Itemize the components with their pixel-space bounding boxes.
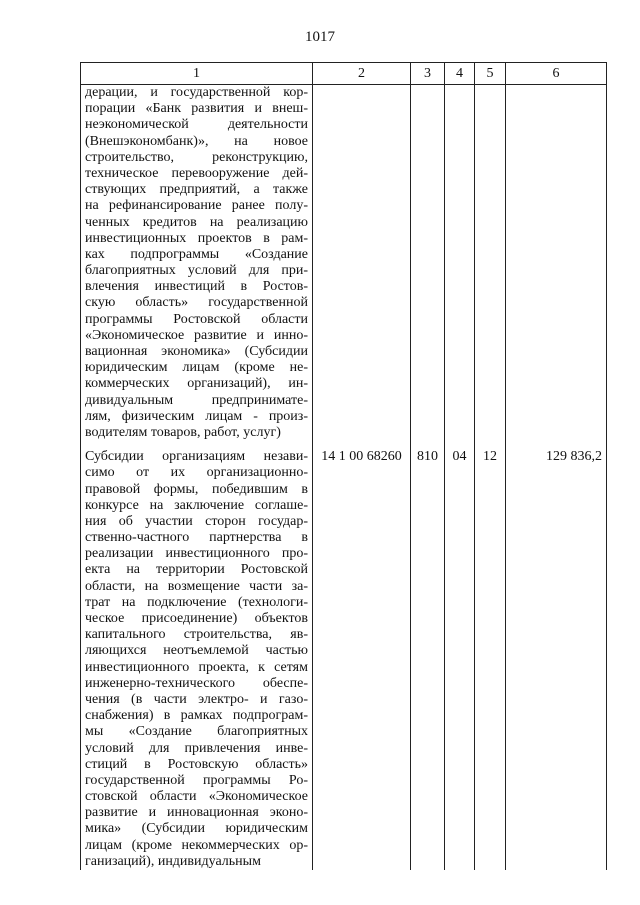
description-line: «Экономическое развитие и инно-: [85, 327, 308, 343]
description-line: инвестиционных проектов в рам-: [85, 230, 308, 246]
description-line: коммерческих организаций), ин-: [85, 376, 308, 392]
description-line: трат на подключение (технологи-: [85, 594, 308, 610]
description-line: развитие и инновационная эконо-: [85, 805, 308, 821]
description-line: снабжения) в рамках подпрограм-: [85, 708, 308, 724]
subsection-cell: 12: [475, 441, 506, 870]
expense-type-cell: [411, 85, 445, 442]
description-line: юридическим лицам (кроме не-: [85, 360, 308, 376]
description-line: стовской области «Экономическое: [85, 789, 308, 805]
subsection-cell: [475, 85, 506, 442]
column-header: 1: [81, 63, 313, 85]
description-line: программы Ростовской области: [85, 311, 308, 327]
description-line: симо от их организационно-: [85, 465, 308, 481]
amount-cell: [506, 85, 607, 442]
column-header: 3: [411, 63, 445, 85]
description-line: капитального строительства, яв-: [85, 627, 308, 643]
description-line: Субсидии организациям незави-: [85, 449, 308, 465]
description-line: ляющихся неотъемлемой частью: [85, 643, 308, 659]
section-cell: 04: [445, 441, 475, 870]
description-line: техническое перевооружение дей-: [85, 165, 308, 181]
description-line: ческое присоединение) объектов: [85, 611, 308, 626]
description-line: порации «Банк развития и внеш-: [85, 101, 308, 117]
description-cell: [81, 85, 313, 442]
table-row: [81, 441, 607, 870]
description-line: водителям товаров, работ, услуг): [85, 424, 281, 440]
description-line: влечения инвестиций в Ростов-: [85, 279, 308, 295]
description-line: строительство, реконструкцию,: [85, 149, 308, 165]
description-line: вационная экономика» (Субсидии: [85, 344, 308, 359]
description-line: чения (в части электро- и газо-: [85, 691, 308, 707]
description-line: ганизаций), индивидуальным: [85, 853, 261, 869]
budget-table: [80, 62, 607, 870]
page-number: 1017: [305, 29, 335, 45]
description-line: стиций в Ростовскую область»: [85, 756, 308, 772]
description-line: условий для привлечения инве-: [85, 740, 308, 756]
description-line: области, на возмещение части за-: [85, 578, 308, 594]
column-header: 4: [445, 63, 475, 85]
table-header-row: [81, 63, 607, 85]
description-line: благоприятных условий для при-: [85, 263, 308, 279]
budget-code-cell: 14 1 00 68260: [313, 441, 411, 870]
description-line: лям, физическим лицам - произ-: [85, 408, 308, 424]
section-cell: [445, 85, 475, 442]
description-cell: [81, 441, 313, 870]
column-header: 2: [313, 63, 411, 85]
description-line: на рефинансирование ранее полу-: [85, 198, 308, 214]
description-line: лицам (кроме некоммерческих ор-: [85, 837, 308, 853]
description-line: ствующих предприятий, а также: [85, 182, 308, 198]
description-line: неэкономической деятельности: [85, 117, 308, 133]
column-header: 6: [506, 63, 607, 85]
description-line: инженерно-технического обеспе-: [85, 675, 308, 691]
amount-cell: 129 836,2: [506, 441, 607, 870]
table-row: [81, 85, 607, 442]
description-line: дерации, и государственной кор-: [85, 85, 308, 100]
description-line: государственной программы Ро-: [85, 772, 308, 788]
description-line: екта на территории Ростовской: [85, 562, 308, 578]
column-header: 5: [475, 63, 506, 85]
description-line: инвестиционного проекта, к сетям: [85, 659, 308, 675]
description-line: ственно-частного партнерства в: [85, 530, 308, 546]
budget-code-cell: [313, 85, 411, 442]
description-line: реализации инвестиционного про-: [85, 546, 308, 562]
description-line: (Внешэкономбанк)», на новое: [85, 133, 308, 149]
description-line: мика» (Субсидии юридическим: [85, 821, 308, 837]
description-line: скую область» государственной: [85, 295, 308, 311]
description-line: ченных кредитов на реализацию: [85, 214, 308, 230]
description-line: ках подпрограммы «Создание: [85, 246, 308, 262]
description-line: правовой формы, победившим в: [85, 481, 308, 497]
description-line: ния об участии сторон государ-: [85, 513, 308, 529]
expense-type-cell: 810: [411, 441, 445, 870]
description-line: конкурсе на заключение соглаше-: [85, 497, 308, 513]
description-line: дивидуальным предпринимате-: [85, 392, 308, 408]
description-line: мы «Создание благоприятных: [85, 724, 308, 740]
